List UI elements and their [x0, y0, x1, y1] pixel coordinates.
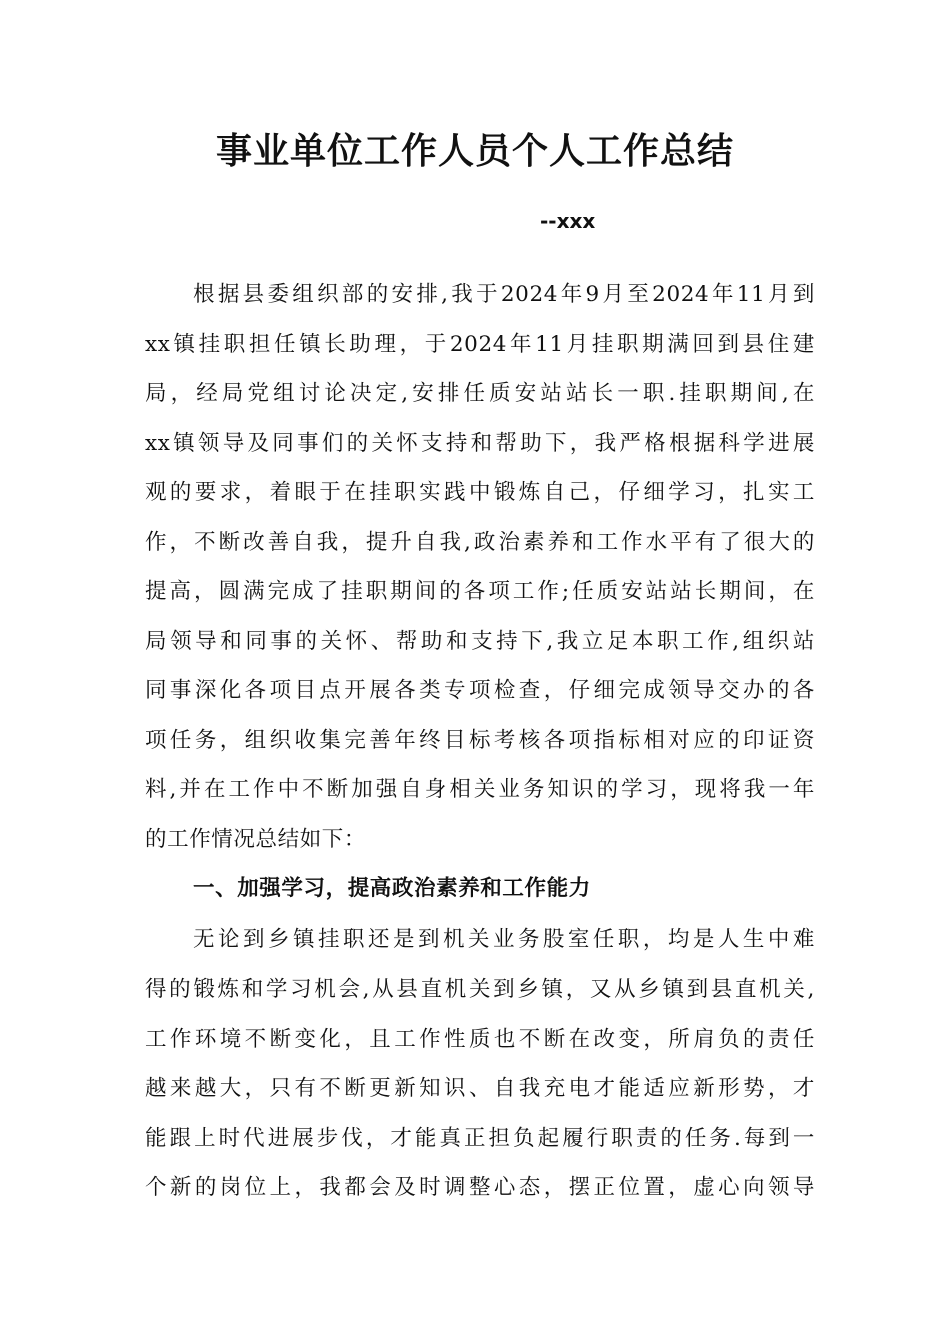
paragraph-line: 作，不断改善自我，提升自我,政治素养和工作水平有了很大的	[145, 530, 815, 555]
paragraph-line: 根据县委组织部的安排,我于2024年9月至2024年11月到	[193, 282, 815, 307]
paragraph-line: 提高，圆满完成了挂职期间的各项工作;任质安站站长期间，在	[145, 579, 815, 604]
paragraph-line: 同事深化各项目点开展各类专项检查，仔细完成领导交办的各	[145, 678, 815, 703]
paragraph-line: 个新的岗位上，我都会及时调整心态，摆正位置，虚心向领导	[145, 1175, 815, 1200]
paragraph-line: xx镇领导及同事们的关怀支持和帮助下，我严格根据科学进展	[145, 431, 815, 456]
paragraph-line: 料,并在工作中不断加强自身相关业务知识的学习，现将我一年	[145, 777, 815, 802]
paragraph-line: 的工作情况总结如下：	[145, 827, 367, 852]
author-signature: --xxx	[540, 209, 596, 233]
section-heading: 一、加强学习，提高政治素养和工作能力	[193, 876, 591, 901]
paragraph-line: xx镇挂职担任镇长助理，于2024年11月挂职期满回到县住建	[145, 332, 815, 357]
paragraph-line: 局，经局党组讨论决定,安排任质安站站长一职.挂职期间,在	[145, 381, 815, 406]
document-title: 事业单位工作人员个人工作总结	[215, 131, 734, 172]
paragraph-line: 无论到乡镇挂职还是到机关业务股室任职，均是人生中难	[193, 927, 815, 952]
paragraph-line: 能跟上时代进展步伐，才能真正担负起履行职责的任务.每到一	[145, 1126, 815, 1151]
paragraph-line: 项任务，组织收集完善年终目标考核各项指标相对应的印证资	[145, 728, 815, 753]
paragraph-line: 观的要求，着眼于在挂职实践中锻炼自己，仔细学习，扎实工	[145, 480, 815, 505]
paragraph-line: 得的锻炼和学习机会,从县直机关到乡镇，又从乡镇到县直机关,	[145, 977, 815, 1002]
paragraph-line: 工作环境不断变化，且工作性质也不断在改变，所肩负的责任	[145, 1027, 815, 1052]
paragraph-line: 局领导和同事的关怀、帮助和支持下,我立足本职工作,组织站	[145, 629, 815, 654]
paragraph-line: 越来越大，只有不断更新知识、自我充电才能适应新形势，才	[145, 1076, 815, 1101]
